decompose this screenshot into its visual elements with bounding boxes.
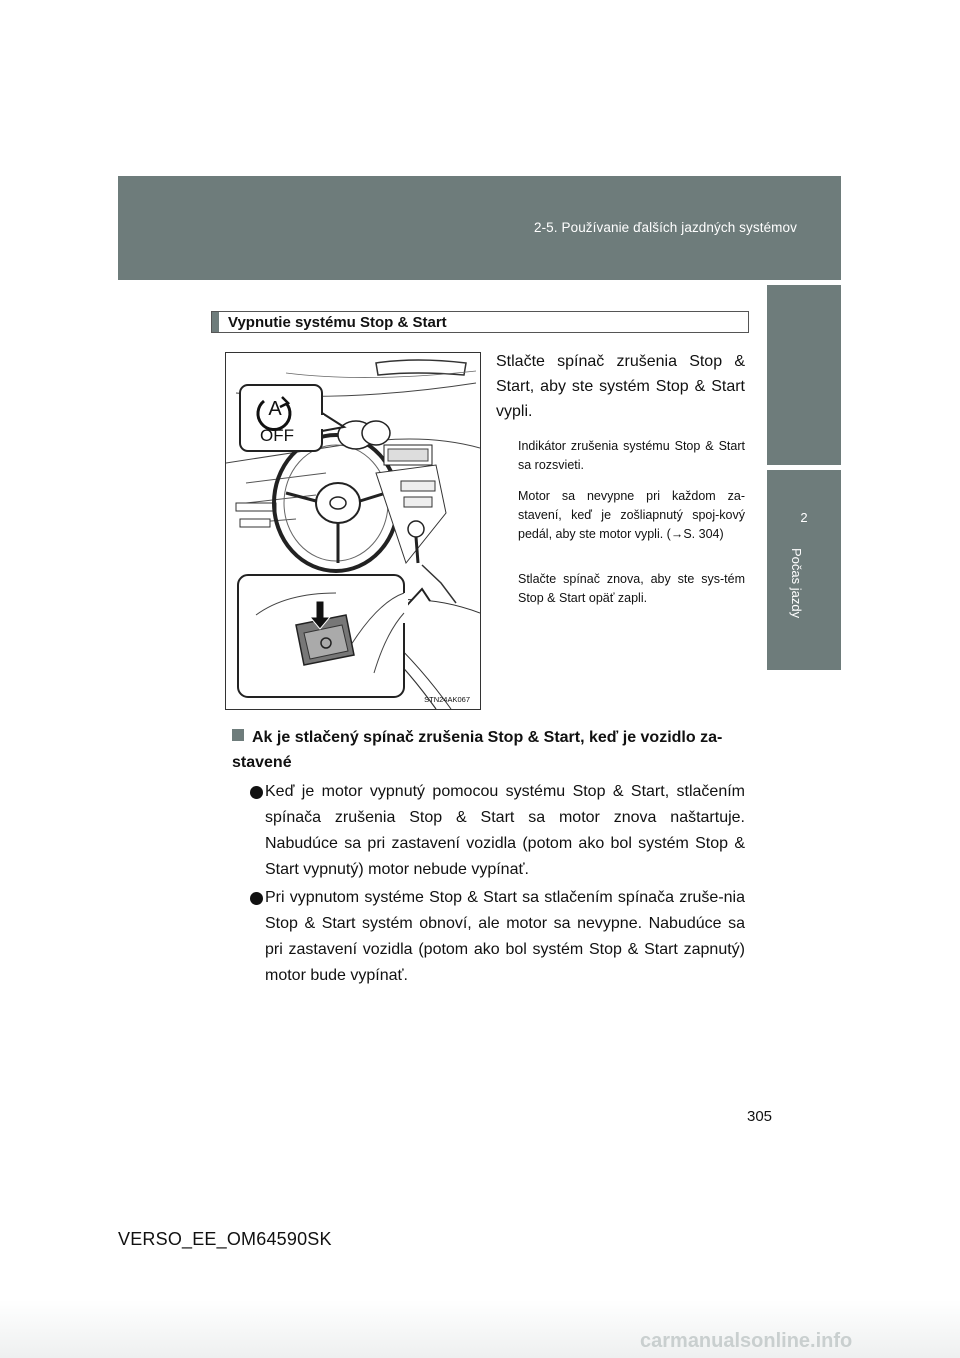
section-bar-accent <box>212 312 219 332</box>
bullet-text-2: Pri vypnutom systéme Stop & Start sa stlačením spínača zruše-nia Stop & Start systém obnoví, ale motor sa nevypne. Nabudúce sa pri zastavení vozidla (potom ako bol systém Stop & Start zapnutý) motor bude vypínať. <box>265 889 745 984</box>
bullet-text-1: Keď je motor vypnutý pomocou systému Stop & Start, stlačením spínača zrušenia Stop & Start sa motor znova naštartuje. Nabudúce sa pri zastavení vozidla (potom ako bol systém Stop & Start vypnutý) motor nebude vypínať. <box>265 783 745 878</box>
watermark-text: carmanualsonline.info <box>640 1330 853 1352</box>
off-label: OFF <box>260 426 294 445</box>
document-code: VERSO_EE_OM64590SK <box>118 1229 332 1249</box>
section-title: Vypnutie systému Stop & Start <box>228 314 447 331</box>
side-tab-spacer <box>767 285 841 465</box>
note-indicator: Indikátor zrušenia systému Stop & Start sa rozsvieti. <box>518 439 745 472</box>
subheading-text: Ak je stlačený spínač zrušenia Stop & Start, keď je vozidlo za-stavené <box>232 729 723 771</box>
bullet-item-1 <box>250 779 745 883</box>
header-band <box>118 176 841 280</box>
dashboard-illustration <box>225 352 481 710</box>
subheading <box>232 725 745 775</box>
main-instruction: Stlačte spínač zrušenia Stop & Start, aby ste systém Stop & Start vypli. <box>496 353 745 420</box>
dashboard-drawing <box>226 353 480 709</box>
auto-stop-letter: A <box>268 398 282 420</box>
bullet-dot-icon <box>250 786 263 799</box>
note-reenable: Stlačte spínač znova, aby ste sys-tém Stop & Start opäť zapli. <box>518 572 745 605</box>
chapter-tab <box>767 470 841 670</box>
section-header: 2-5. Používanie ďalších jazdných systémov <box>533 220 797 235</box>
section-title-bar <box>211 311 749 333</box>
note-clutch: Motor sa nevypne pri každom za-stavení, keď je zošliapnutý spoj-kový pedál, aby ste motor vypli. (→S. 304) <box>518 489 745 541</box>
bullet-item-2 <box>250 885 745 989</box>
watermark-band <box>0 1300 960 1358</box>
figure-code: STN24AK067 <box>424 695 470 704</box>
square-bullet-icon <box>232 729 244 741</box>
chapter-title: Počas jazdy <box>789 548 804 619</box>
bullet-dot-icon <box>250 892 263 905</box>
chapter-number: 2 <box>800 510 808 525</box>
page-number: 305 <box>747 1108 773 1125</box>
